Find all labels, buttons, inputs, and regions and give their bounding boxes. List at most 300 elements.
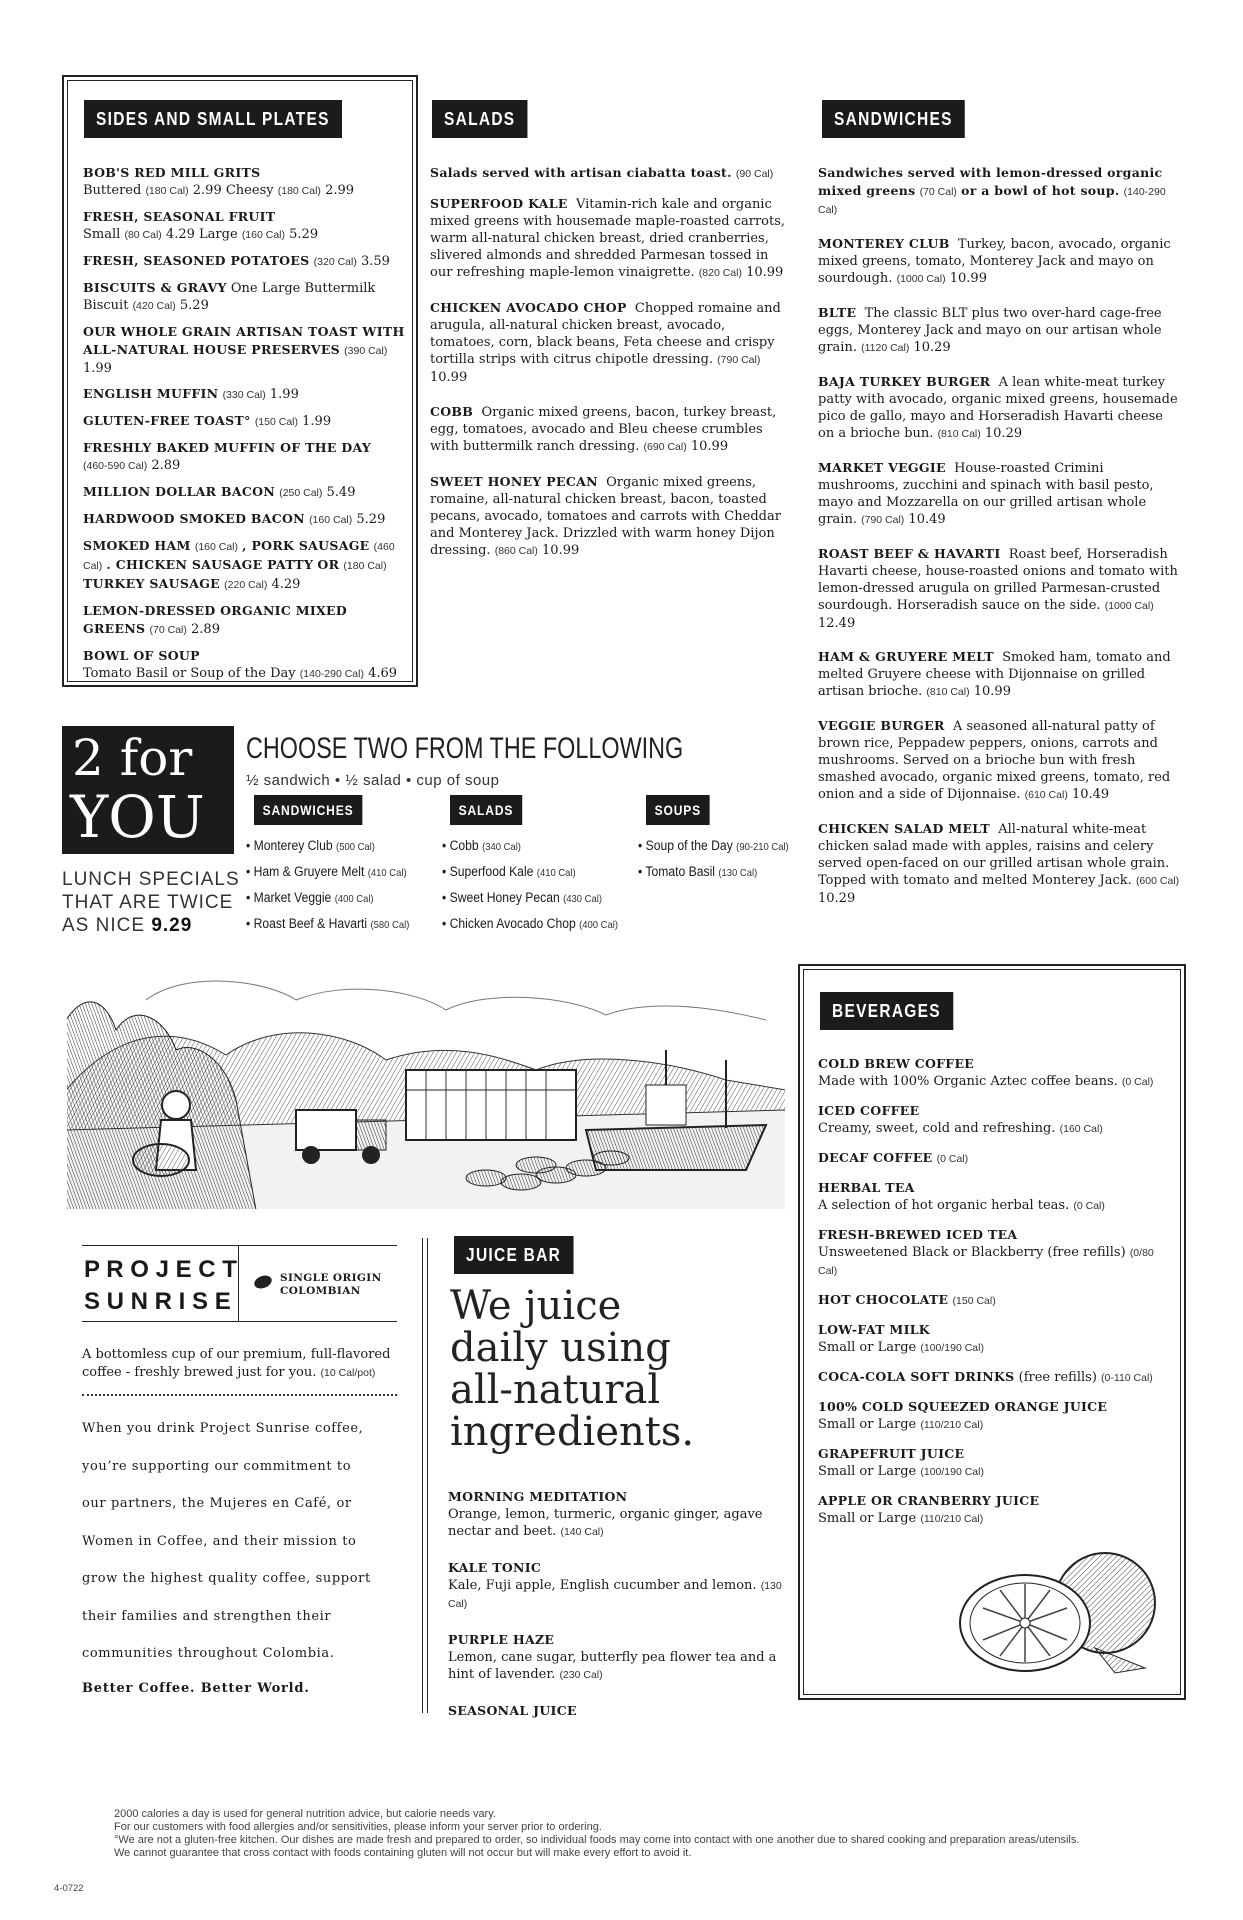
beverage-desc-line <box>818 1120 1173 1138</box>
calorie-count: (140-290 Cal) <box>299 668 364 680</box>
price: 10.99 <box>542 543 580 558</box>
beverage-name: ICED COFFEE <box>818 1103 920 1118</box>
coffee-bean-icon <box>252 1273 273 1290</box>
sandwiches-item <box>818 304 1180 357</box>
sandwiches-intro: Sandwiches served with lemon-dressed organic mixed greens (70 Cal) or a bowl of hot soup. (140-290 Cal) <box>818 165 1166 216</box>
calorie-count: (90-210 Cal) <box>736 841 789 853</box>
tfy-column-list <box>246 838 428 942</box>
side-item-name: ALL-NATURAL HOUSE PRESERVES <box>83 342 341 357</box>
calorie-count: (610 Cal) <box>1024 789 1068 801</box>
side-item-name: SMOKED HAM <box>83 538 191 553</box>
beverage-item <box>818 1102 1173 1138</box>
tfy-option-name: Monterey Club <box>253 838 333 853</box>
two-for-you-logo <box>62 726 234 854</box>
sunrise-story-line: Women in Coffee, and their mission to <box>82 1533 357 1549</box>
calorie-count: (820 Cal) <box>698 267 742 279</box>
beverage-desc: Small or Large <box>818 1464 917 1479</box>
sandwiches-item-name: MARKET VEGGIE <box>818 460 946 475</box>
beverage-item <box>818 1226 1173 1280</box>
side-item-line <box>83 279 408 297</box>
sandwiches-item-name: ROAST BEEF & HAVARTI <box>818 546 1001 561</box>
side-item-name: GREENS <box>83 621 146 636</box>
side-item-name: TURKEY SAUSAGE <box>83 576 221 591</box>
calorie-count: (250 Cal) <box>279 487 323 499</box>
calorie-count: (790 Cal) <box>717 354 761 366</box>
tfy-option: • Soup of the Day (90-210 Cal) <box>638 838 789 853</box>
sandwiches-item-desc: Turkey, bacon, avocado, organic mixed greens, tomato, Monterey Jack and mayo on sourdough. <box>818 237 1171 286</box>
salads-item <box>430 299 790 386</box>
salads-item-name: CHICKEN AVOCADO CHOP <box>430 300 627 315</box>
calorie-count: (580 Cal) <box>370 919 410 931</box>
calorie-count: (500 Cal) <box>336 841 375 853</box>
footer-line: °We are not a gluten-free kitchen. Our dishes are made fresh and prepared to order, so individual foods may come into contact with one another due to shared cooking and preparation areas/utensils. <box>114 1834 1080 1846</box>
side-item-name: OUR WHOLE GRAIN ARTISAN TOAST WITH <box>83 324 405 339</box>
tfy-option-name: Superfood Kale <box>449 864 534 879</box>
calorie-count: (460-590 Cal) <box>83 460 148 472</box>
price: 4.29 <box>165 227 195 242</box>
side-item-line <box>83 602 408 620</box>
salads-intro: Salads served with artisan ciabatta toast. (90 Cal) <box>430 165 774 180</box>
calorie-count: (180 Cal) <box>277 185 321 197</box>
two-for-you-sub: ½ sandwich • ½ salad • cup of soup <box>246 772 500 789</box>
side-item-text: Small <box>83 227 121 242</box>
side-item-name: , PORK SAUSAGE <box>242 538 370 553</box>
price: 1.99 <box>269 387 299 402</box>
beverage-head <box>818 1321 1173 1339</box>
side-item <box>83 510 408 529</box>
tfy-option-name: Ham & Gruyere Melt <box>253 864 365 879</box>
sunrise-title-block <box>82 1245 397 1322</box>
side-item <box>83 483 408 502</box>
sandwiches-item-desc: All-natural white-meat chicken salad made with apples, raisins and celery served open-faced on our grilled artisan whole grain. Topped with tomato and melted Monterey Jack. <box>818 822 1170 888</box>
beverage-desc: Made with 100% Organic Aztec coffee beans. <box>818 1074 1118 1089</box>
side-item-line <box>83 182 408 200</box>
beverage-head <box>818 1179 1173 1197</box>
side-item <box>83 323 408 377</box>
calorie-count: (220 Cal) <box>224 579 268 591</box>
calorie-count: (0 Cal) <box>936 1153 969 1165</box>
juice-name-line <box>448 1702 788 1720</box>
side-item-name: ENGLISH MUFFIN <box>83 386 219 401</box>
price: 4.69 <box>368 666 398 681</box>
side-item <box>83 537 408 594</box>
juice-desc-line <box>448 1506 788 1541</box>
price: 10.99 <box>746 265 784 280</box>
tfy-option: • Monterey Club (500 Cal) <box>246 838 375 853</box>
side-item-line <box>83 297 408 315</box>
calorie-count: (410 Cal) <box>536 867 576 879</box>
side-item-text: Large <box>199 227 238 242</box>
beverage-item <box>818 1368 1173 1387</box>
price: 12.49 <box>818 616 856 631</box>
salads-section <box>430 164 790 577</box>
side-item-text: Tomato Basil or Soup of the Day <box>83 666 296 681</box>
side-item <box>83 412 408 431</box>
beverage-desc: Creamy, sweet, cold and refreshing. <box>818 1121 1056 1136</box>
beverage-desc-line <box>818 1339 1173 1357</box>
side-item-line <box>83 164 408 182</box>
sandwiches-item-desc: Smoked ham, tomato and melted Gruyere cheese with Dijonnaise on grilled artisan brioche. <box>818 650 1171 699</box>
sides-heading: SIDES AND SMALL PLATES <box>84 100 342 138</box>
side-item-name: GLUTEN-FREE TOAST° <box>83 413 251 428</box>
juice-desc: Lemon, cane sugar, butterfly pea flower tea and a hint of lavender. <box>448 1650 777 1682</box>
beverage-head <box>818 1102 1173 1120</box>
tfy-option-name: Cobb <box>449 838 479 853</box>
salads-item-name: SWEET HONEY PECAN <box>430 474 598 489</box>
footer-code: 4-0722 <box>54 1883 84 1894</box>
beverages-list <box>818 1055 1173 1539</box>
sunrise-desc: A bottomless cup of our premium, full-flavored coffee - freshly brewed just for you. (10 Cal/pot) <box>82 1347 391 1380</box>
side-item-line <box>83 385 408 404</box>
juice-item <box>448 1702 788 1720</box>
beverage-head <box>818 1445 1173 1463</box>
sunrise-story-line: communities throughout Colombia. <box>82 1646 335 1661</box>
calorie-count: (600 Cal) <box>1135 875 1180 887</box>
side-item <box>83 279 408 315</box>
salads-item <box>430 403 790 456</box>
calorie-count: (0 Cal) <box>1073 1200 1105 1212</box>
calorie-count: (110/210 Cal) <box>920 1513 984 1525</box>
sandwiches-item-desc: House-roasted Crimini mushrooms, zucchini and spinach with basil pesto, mayo and Mozzarella on our grilled artisan whole grain. <box>818 461 1154 527</box>
price: 5.29 <box>289 227 319 242</box>
calorie-count: (1000 Cal) <box>896 273 946 285</box>
calorie-count: (130 Cal) <box>718 867 758 879</box>
side-item-line <box>83 439 408 457</box>
beverage-name: HOT CHOCOLATE <box>818 1292 949 1307</box>
price: 10.99 <box>973 684 1011 699</box>
logo-line-2: YOU <box>70 783 205 851</box>
side-item-line <box>83 323 408 341</box>
beverage-item <box>818 1055 1173 1091</box>
salads-item <box>430 195 790 282</box>
price: 3.59 <box>360 254 390 269</box>
beverages-heading: BEVERAGES <box>820 992 953 1030</box>
calorie-count: (790 Cal) <box>861 514 905 526</box>
calorie-count: (1120 Cal) <box>861 342 910 354</box>
calorie-count: (400 Cal) <box>579 919 618 931</box>
sandwiches-item <box>818 820 1180 907</box>
price: 10.99 <box>690 439 729 454</box>
beverage-item <box>818 1179 1173 1215</box>
side-item-text: One Large Buttermilk <box>230 281 376 296</box>
calorie-count: (340 Cal) <box>482 841 521 853</box>
beverage-name: DECAF COFFEE <box>818 1150 933 1165</box>
side-item-line <box>83 665 408 683</box>
juice-name: SEASONAL JUICE <box>448 1703 577 1718</box>
salads-list <box>430 195 790 560</box>
juice-headline-line: daily using <box>450 1325 671 1371</box>
price: 2.99 <box>192 183 222 198</box>
tfy-column-list <box>638 838 805 890</box>
juice-headline-line: ingredients. <box>450 1409 695 1455</box>
beverage-desc-line <box>818 1416 1173 1434</box>
calorie-count: (150 Cal) <box>952 1295 996 1307</box>
calorie-count: (180 Cal) <box>145 185 189 197</box>
salads-item-name: SUPERFOOD KALE <box>430 196 568 211</box>
calorie-count: (0/80 Cal) <box>818 1247 1154 1277</box>
beverage-item <box>818 1291 1173 1310</box>
price: 5.29 <box>356 512 386 527</box>
side-item <box>83 602 408 639</box>
calorie-count: (320 Cal) <box>313 256 357 268</box>
calorie-count: (180 Cal) <box>343 560 387 572</box>
beverage-item <box>818 1321 1173 1357</box>
lunch-price: 9.29 <box>151 915 193 936</box>
beverage-desc-line <box>818 1073 1173 1091</box>
side-item-line <box>83 341 408 377</box>
side-item-name: FRESHLY BAKED MUFFIN OF THE DAY <box>83 440 372 455</box>
side-item-line <box>83 556 408 575</box>
sandwiches-item <box>818 545 1180 632</box>
side-item-text: Biscuit <box>83 298 129 313</box>
juice-desc-line <box>448 1577 788 1613</box>
price: 10.29 <box>984 426 1023 441</box>
tfy-option: • Superfood Kale (410 Cal) <box>442 864 576 879</box>
calorie-count: (100/190 Cal) <box>920 1466 984 1478</box>
beverage-item <box>818 1492 1173 1528</box>
side-item-name: LEMON-DRESSED ORGANIC MIXED <box>83 603 347 618</box>
price: 10.29 <box>913 340 951 355</box>
salads-item-desc: Vitamin-rich kale and organic mixed greens with housemade maple-roasted carrots, warm all-natural chicken breast, dried cranberries, slivered almonds and shredded Parmesan tossed in our refreshing maple-lemon vinaigrette. <box>430 197 786 280</box>
calorie-count: (400 Cal) <box>334 893 374 905</box>
sandwiches-item <box>818 459 1180 529</box>
sandwiches-item-name: HAM & GRUYERE MELT <box>818 649 994 664</box>
juice-name: MORNING MEDITATION <box>448 1489 628 1504</box>
side-item-line <box>83 620 408 639</box>
tfy-option: • Market Veggie (400 Cal) <box>246 890 374 905</box>
calorie-count: (230 Cal) <box>559 1669 603 1681</box>
sunrise-story <box>82 1410 397 1673</box>
logo-line-1: 2 for <box>72 729 193 787</box>
beverage-item <box>818 1149 1173 1168</box>
tfy-column-heading: SALADS <box>450 795 522 825</box>
sandwiches-item-name: BLTE <box>818 305 857 320</box>
calorie-count: (390 Cal) <box>344 345 388 357</box>
footer-line: We cannot guarantee that cross contact with foods containing gluten will not occur but will make every effort to avoid it. <box>114 1847 692 1859</box>
juice-headline-line: We juice <box>450 1283 622 1329</box>
juice-divider <box>422 1238 428 1713</box>
calorie-count: (0 Cal) <box>1121 1076 1154 1088</box>
tfy-option-name: Roast Beef & Havarti <box>253 916 368 931</box>
beverage-head <box>818 1055 1173 1073</box>
juice-item <box>448 1559 788 1613</box>
tfy-option: • Ham & Gruyere Melt (410 Cal) <box>246 864 407 879</box>
calorie-count: (330 Cal) <box>222 389 266 401</box>
sunrise-story-line: When you drink Project Sunrise coffee, <box>82 1421 364 1436</box>
price: 10.49 <box>1071 787 1110 802</box>
juice-item <box>448 1631 788 1684</box>
juice-name: PURPLE HAZE <box>448 1632 555 1647</box>
sandwiches-item-desc: A lean white-meat turkey patty with avocado, organic mixed greens, housemade pico de gallo, mayo and Horseradish Havarti cheese on a brioche bun. <box>818 375 1178 441</box>
tfy-option: • Cobb (340 Cal) <box>442 838 521 853</box>
price: 2.89 <box>151 458 181 473</box>
side-item-name: FRESH, SEASONAL FRUIT <box>83 209 276 224</box>
side-item-line <box>83 537 408 556</box>
salads-item-desc: Organic mixed greens, romaine, all-natural chicken breast, bacon, toasted pecans, avocado, tomatoes and carrots with Cheddar and Monterey Jack. Drizzled with warm honey Dijon dressing. <box>430 475 781 558</box>
salads-heading: SALADS <box>432 100 527 138</box>
juice-name-line <box>448 1488 788 1506</box>
side-item-line <box>83 510 408 529</box>
side-item-line <box>83 208 408 226</box>
beverage-head <box>818 1226 1173 1244</box>
sandwiches-item-name: MONTEREY CLUB <box>818 236 950 251</box>
price: 10.49 <box>908 512 946 527</box>
beverage-name: 100% COLD SQUEEZED ORANGE JUICE <box>818 1399 1108 1414</box>
juice-bar-heading: JUICE BAR <box>454 1236 573 1274</box>
calorie-count: (160 Cal) <box>241 229 285 241</box>
beverage-head <box>818 1291 1173 1310</box>
beverage-name: LOW-FAT MILK <box>818 1322 930 1337</box>
calorie-count: (410 Cal) <box>367 867 407 879</box>
juice-headline <box>450 1285 694 1453</box>
tfy-option: • Sweet Honey Pecan (430 Cal) <box>442 890 602 905</box>
juice-list <box>448 1488 788 1738</box>
calorie-count: (690 Cal) <box>643 441 687 453</box>
side-item-line <box>83 226 408 244</box>
sandwiches-heading: SANDWICHES <box>822 100 965 138</box>
coffee-farm-illustration <box>66 960 786 1210</box>
sandwiches-item-desc: Roast beef, Horseradish Havarti cheese, house-roasted onions and tomato with lemon-dressed arugula on grilled Parmesan-crusted sourdough. Horseradish sauce on the side. <box>818 547 1178 613</box>
juice-headline-line: all-natural <box>450 1367 661 1413</box>
beverage-desc: Small or Large <box>818 1417 917 1432</box>
calorie-count: (160 Cal) <box>1059 1123 1103 1135</box>
beverage-head <box>818 1368 1173 1387</box>
beverage-name: GRAPEFRUIT JUICE <box>818 1446 965 1461</box>
calorie-count: (70 Cal) <box>149 624 187 636</box>
beverage-name: HERBAL TEA <box>818 1180 915 1195</box>
sandwiches-item-desc: The classic BLT plus two over-hard cage-free eggs, Monterey Jack and mayo on our artisan whole grain. <box>818 306 1162 355</box>
tfy-option-name: Sweet Honey Pecan <box>449 890 560 905</box>
sandwiches-section <box>818 164 1180 923</box>
juice-item <box>448 1488 788 1541</box>
beverage-desc-line <box>818 1197 1173 1215</box>
side-item-name: OR <box>317 557 340 572</box>
beverage-desc: Small or Large <box>818 1511 917 1526</box>
juice-name-line <box>448 1631 788 1649</box>
juice-desc: Kale, Fuji apple, English cucumber and lemon. <box>448 1578 757 1593</box>
juice-name-line <box>448 1559 788 1577</box>
calorie-count: (160 Cal) <box>309 514 353 526</box>
sandwiches-item <box>818 235 1180 288</box>
sandwiches-list <box>818 235 1180 907</box>
sandwiches-item-name: VEGGIE BURGER <box>818 718 945 733</box>
side-item <box>83 439 408 475</box>
side-item-line <box>83 252 408 271</box>
side-item-text: Buttered <box>83 183 142 198</box>
sunrise-story-line: you’re supporting our commitment to <box>82 1458 352 1474</box>
calorie-count: (420 Cal) <box>132 300 176 312</box>
side-item-line <box>83 575 408 594</box>
juice-desc-line <box>448 1649 788 1684</box>
calorie-count: (110/210 Cal) <box>920 1419 984 1431</box>
single-origin-badge: SINGLE ORIGIN COLOMBIAN <box>280 1272 382 1297</box>
tfy-option-name: Chicken Avocado Chop <box>449 916 576 931</box>
sunrise-story-line: their families and strengthen their <box>82 1608 332 1624</box>
beverage-name: COCA-COLA SOFT DRINKS <box>818 1369 1015 1384</box>
tfy-column-list <box>442 838 638 942</box>
calorie-count: (810 Cal) <box>926 686 970 698</box>
price: 5.49 <box>326 485 356 500</box>
price: 1.99 <box>302 414 332 429</box>
side-item-line <box>83 647 408 665</box>
calorie-count: (810 Cal) <box>937 428 981 440</box>
beverage-desc: A selection of hot organic herbal teas. <box>818 1198 1070 1213</box>
tfy-option-name: Tomato Basil <box>645 864 715 879</box>
calorie-count: (430 Cal) <box>563 893 602 905</box>
calorie-count: (80 Cal) <box>124 229 162 241</box>
price: 1.99 <box>83 361 112 376</box>
salads-item <box>430 473 790 560</box>
side-item <box>83 164 408 200</box>
sunrise-title-2: S U N R I S E <box>84 1288 231 1315</box>
calorie-count: (1000 Cal) <box>1104 600 1154 612</box>
salads-item-name: COBB <box>430 404 474 419</box>
side-item-line <box>83 457 408 475</box>
beverage-name: COLD BREW COFFEE <box>818 1056 975 1071</box>
tfy-column-heading: SOUPS <box>646 795 710 825</box>
side-item <box>83 647 408 683</box>
sandwiches-item-name: BAJA TURKEY BURGER <box>818 374 991 389</box>
citrus-illustration <box>955 1548 1165 1678</box>
side-item-name: HARDWOOD SMOKED BACON <box>83 511 305 526</box>
juice-name: KALE TONIC <box>448 1560 542 1575</box>
tfy-option: • Roast Beef & Havarti (580 Cal) <box>246 916 410 931</box>
sunrise-closing: Better Coffee. Better World. <box>82 1680 310 1696</box>
price: 10.29 <box>818 891 856 906</box>
price: 10.99 <box>430 370 468 385</box>
sides-list <box>83 164 408 691</box>
side-item-name: BOWL OF SOUP <box>83 648 200 663</box>
sandwiches-item <box>818 373 1180 443</box>
footer-notes <box>114 1808 1214 1860</box>
calorie-count: (100/190 Cal) <box>920 1342 984 1354</box>
beverage-item <box>818 1445 1173 1481</box>
calorie-count: (0-110 Cal) <box>1101 1372 1153 1384</box>
juice-desc: Orange, lemon, turmeric, organic ginger, agave nectar and beet. <box>448 1507 763 1539</box>
beverage-extra: (free refills) <box>1018 1370 1097 1385</box>
side-item <box>83 385 408 404</box>
beverage-head <box>818 1149 1173 1168</box>
salads-item-desc: Chopped romaine and arugula, all-natural chicken breast, avocado, tomatoes, corn, black beans, Feta cheese and crispy tortilla strips with citrus chipotle dressing. <box>430 301 781 367</box>
side-item-name: FRESH, SEASONED POTATOES <box>83 253 310 268</box>
sunrise-title-1: P R O J E C T <box>84 1256 237 1283</box>
price: 10.99 <box>949 271 987 286</box>
tfy-option-name: Market Veggie <box>253 890 332 905</box>
price: 2.99 <box>325 183 355 198</box>
side-item-line <box>83 412 408 431</box>
calorie-count: (140 Cal) <box>560 1526 604 1538</box>
footer-line: For our customers with food allergies and/or sensitivities, please inform your server prior to ordering. <box>114 1821 602 1833</box>
sandwiches-item <box>818 717 1180 804</box>
beverage-desc: Unsweetened Black or Blackberry (free refills) <box>818 1245 1126 1260</box>
side-item-name: MILLION DOLLAR BACON <box>83 484 276 499</box>
side-item <box>83 208 408 244</box>
price: 4.29 <box>271 577 301 592</box>
project-sunrise <box>82 1245 397 1696</box>
tfy-option: • Tomato Basil (130 Cal) <box>638 864 758 879</box>
beverage-desc-line <box>818 1510 1173 1528</box>
side-item-name: BISCUITS & GRAVY <box>83 280 227 295</box>
beverage-desc: Small or Large <box>818 1340 917 1355</box>
beverage-name: APPLE OR CRANBERRY JUICE <box>818 1493 1040 1508</box>
sunrise-story-line: our partners, the Mujeres en Café, or <box>82 1496 352 1511</box>
price: 5.29 <box>179 298 209 313</box>
calorie-count: (460 <box>373 541 395 553</box>
beverage-head <box>818 1492 1173 1510</box>
beverage-desc-line <box>818 1244 1173 1280</box>
sandwiches-item-name: CHICKEN SALAD MELT <box>818 821 990 836</box>
footer-line: 2000 calories a day is used for general nutrition advice, but calorie needs vary. <box>114 1808 496 1820</box>
